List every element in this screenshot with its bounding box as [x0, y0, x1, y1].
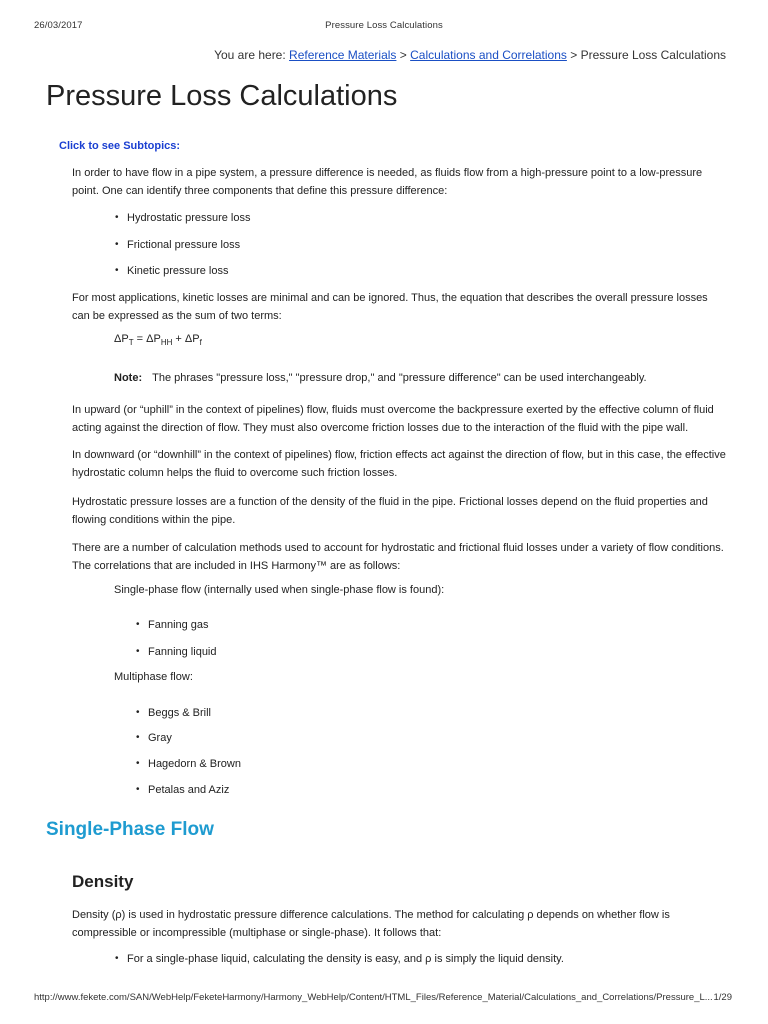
- section-heading: Single-Phase Flow: [46, 819, 214, 840]
- breadcrumb-prefix: You are here:: [214, 48, 286, 62]
- subsection-heading: Density: [72, 872, 134, 891]
- density-paragraph: Density (ρ) is used in hydrostatic pressure difference calculations. The method for calculating ρ depends on whether flow is compressible or incompressible (multiphase or single-phase). It follows that:: [72, 909, 670, 939]
- note: [114, 372, 647, 384]
- list-item: • Fanning liquid: [148, 646, 217, 658]
- list-item: • Kinetic pressure loss: [127, 265, 229, 277]
- single-phase-label: Single-phase flow (internally used when single-phase flow is found):: [114, 584, 445, 596]
- kinetic-paragraph: For most applications, kinetic losses are minimal and can be ignored. Thus, the equation that describes the overall pressure losses can be expressed as the sum of two terms:: [72, 292, 708, 322]
- list-item: • Frictional pressure loss: [127, 239, 240, 251]
- list-item: • Beggs & Brill: [148, 707, 211, 719]
- equation-term: ΔP: [114, 333, 129, 345]
- subtopics-link[interactable]: Click to see Subtopics:: [59, 140, 181, 152]
- multiphase-label: Multiphase flow:: [114, 671, 193, 683]
- breadcrumb-link-reference-materials[interactable]: Reference Materials: [289, 48, 397, 62]
- list-item: • Hagedorn & Brown: [148, 758, 241, 770]
- breadcrumb-link-calculations[interactable]: Calculations and Correlations: [410, 48, 567, 62]
- intro-paragraph: In order to have flow in a pipe system, a pressure difference is needed, as fluids flow from a high-pressure point to a low-pressure point. One can identify three components that define this pressure difference:: [72, 167, 703, 197]
- print-footer-url: http://www.fekete.com/SAN/WebHelp/FeketeHarmony/Harmony_WebHelp/Content/HTML_Files/Reference_Material/Calculations_and_Correlations/Pressure_L...: [34, 992, 713, 1003]
- list-item: • Hydrostatic pressure loss: [127, 212, 251, 224]
- print-date: 26/03/2017: [34, 20, 83, 31]
- equation-term: ΔP: [184, 333, 200, 345]
- upward-paragraph: In upward (or “uphill” in the context of pipelines) flow, fluids must overcome the backpressure exerted by the effective column of fluid acting against the direction of flow. They must also overcome friction losses due to the interaction of the fluid with the pipe wall.: [72, 404, 714, 434]
- print-page-number: 1/29: [713, 992, 732, 1003]
- list-item: • For a single-phase liquid, calculating the density is easy, and ρ is simply the liquid density.: [127, 953, 564, 965]
- breadcrumb-separator: >: [570, 48, 578, 62]
- breadcrumb-separator: >: [399, 48, 407, 62]
- note-text: The phrases "pressure loss," "pressure drop," and "pressure difference" can be used interchangeably.: [152, 372, 647, 384]
- equation-subscript: HH: [160, 338, 173, 347]
- page-title: Pressure Loss Calculations: [46, 80, 398, 112]
- downward-paragraph: In downward (or “downhill” in the context of pipelines) flow, friction effects act against the direction of flow, but in this case, the effective hydrostatic column helps the fluid to overcome such friction losses.: [72, 449, 726, 479]
- list-item: • Gray: [148, 732, 172, 744]
- equation-term: ΔP: [146, 333, 161, 345]
- hydrostatic-paragraph: Hydrostatic pressure losses are a function of the density of the fluid in the pipe. Frictional losses depend on the fluid properties and flowing conditions within the pipe.: [72, 496, 708, 526]
- equation-operator: =: [133, 333, 147, 345]
- equation-subscript: f: [199, 338, 202, 347]
- pressure-equation: [114, 333, 202, 347]
- equation-subscript: T: [128, 338, 134, 347]
- breadcrumb: [214, 48, 726, 62]
- breadcrumb-current: Pressure Loss Calculations: [580, 48, 726, 62]
- note-label: Note:: [114, 372, 143, 384]
- methods-paragraph: There are a number of calculation methods used to account for hydrostatic and frictional fluid losses under a variety of flow conditions. The correlations that are included in IHS Harmony™ are as follows:: [72, 542, 724, 572]
- list-item: • Petalas and Aziz: [148, 784, 229, 796]
- list-item: • Fanning gas: [148, 619, 209, 631]
- equation-operator: +: [172, 333, 185, 345]
- print-header-title: Pressure Loss Calculations: [325, 20, 443, 31]
